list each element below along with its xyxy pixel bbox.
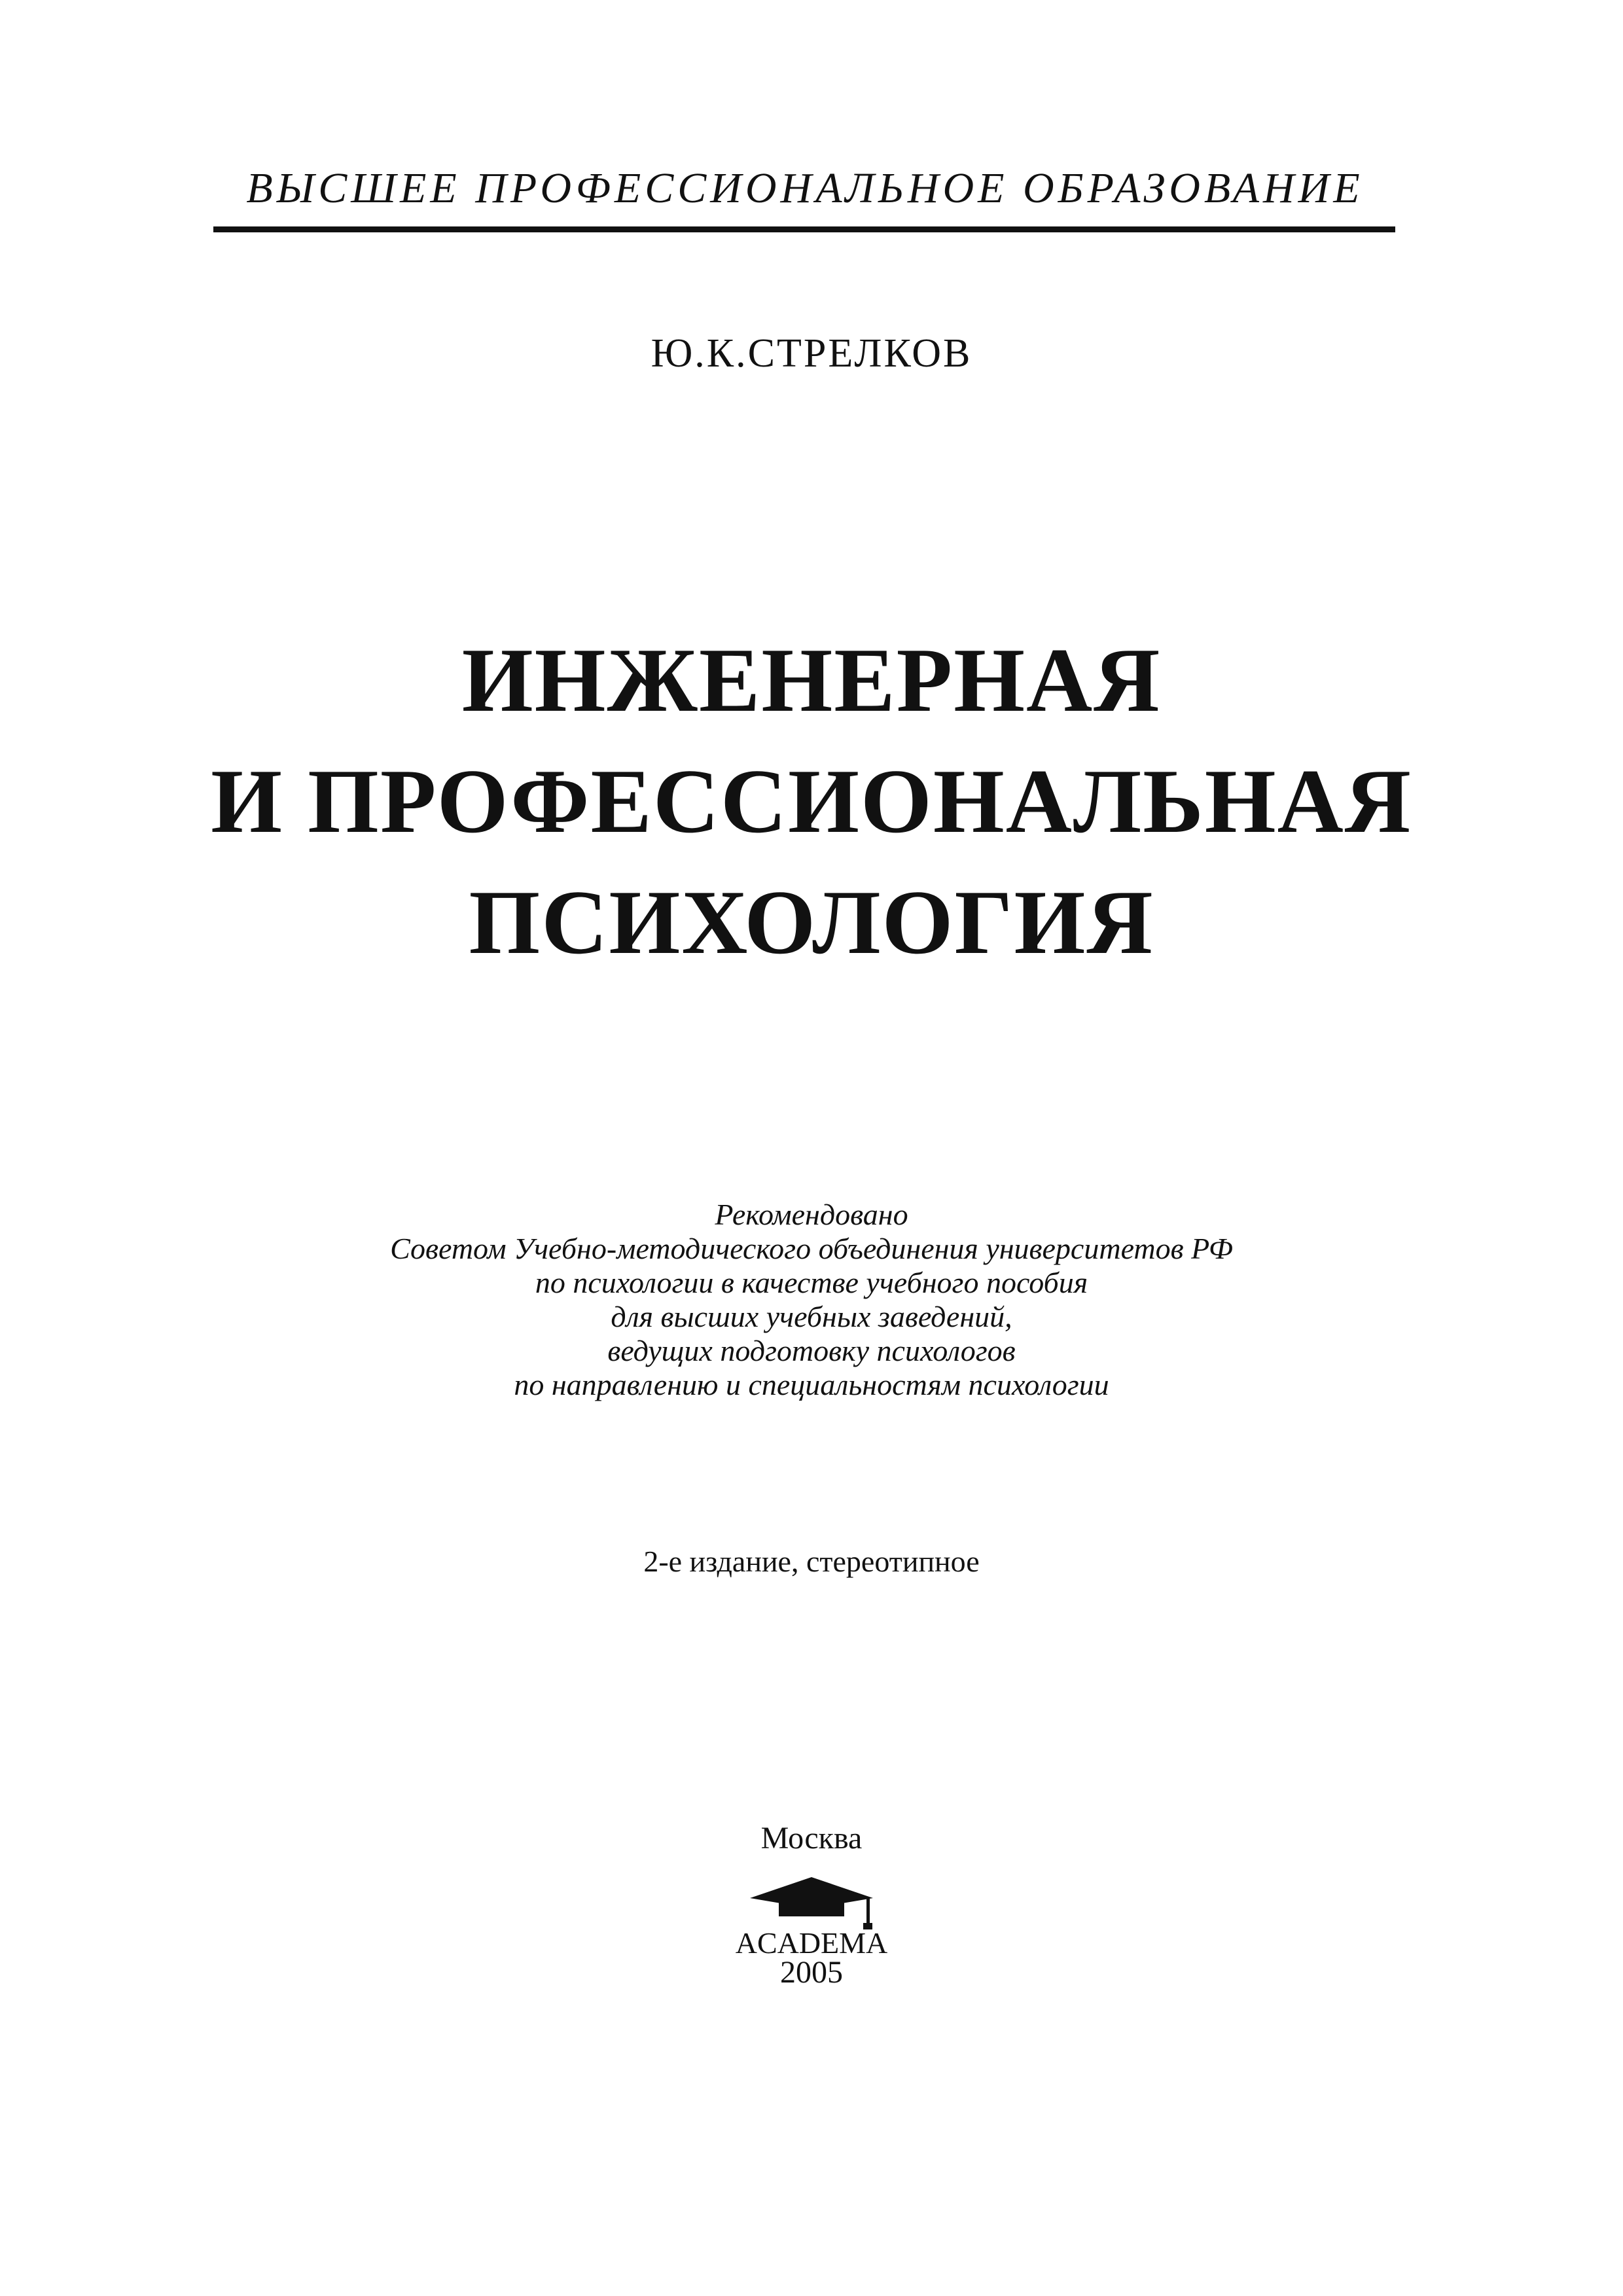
book-title-line-3: ПСИХОЛОГИЯ [469,872,1154,973]
recommendation-line: для высших учебных заведений, [611,1300,1012,1333]
recommendation-line: по направлению и специальностям психологии [514,1368,1109,1401]
series-underline [213,226,1395,232]
author-name: Ю.К.СТРЕЛКОВ [651,331,972,376]
edition-note: 2-е издание, стереотипное [643,1545,980,1578]
recommendation-line: ведущих подготовку психологов [607,1334,1016,1367]
publisher-logo [733,1872,890,1964]
recommendation-block [0,1198,1623,1402]
academy-cap-icon [733,1872,890,1964]
publication-year: 2005 [780,1955,843,1990]
recommendation-line: Рекомендовано [715,1198,908,1231]
publication-city: Москва [760,1821,863,1856]
publisher-name: ACADEMA [735,1926,888,1960]
book-title-line-2: И ПРОФЕССИОНАЛЬНАЯ [211,751,1412,852]
book-title-line-1: ИНЖЕНЕРНАЯ [461,630,1162,731]
series-title: ВЫСШЕЕ ПРОФЕССИОНАЛЬНОЕ ОБРАЗОВАНИЕ [246,164,1364,212]
recommendation-line: Советом Учебно-методического объединения университетов РФ [390,1232,1233,1265]
recommendation-line: по психологии в качестве учебного пособия [535,1266,1088,1299]
